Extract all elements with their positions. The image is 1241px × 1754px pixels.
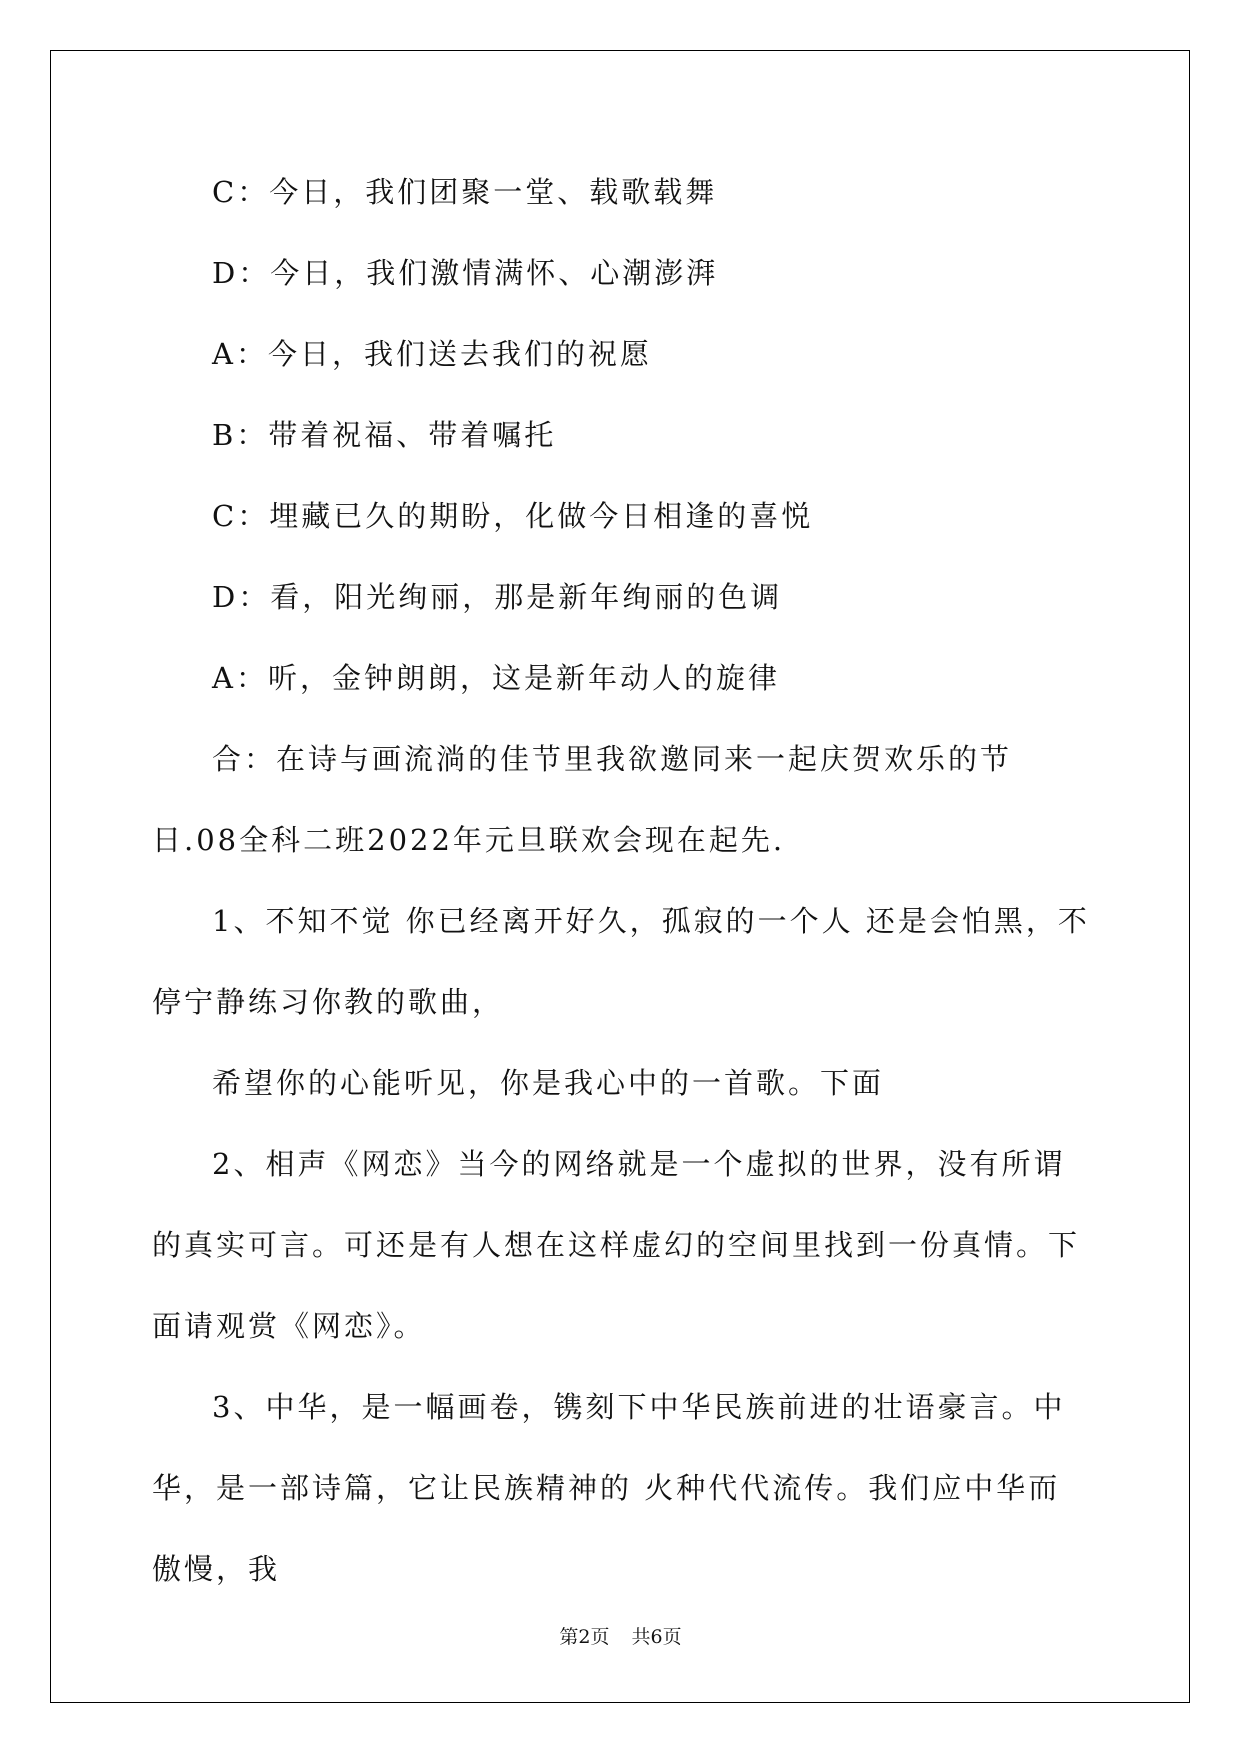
page-number: 第2页: [559, 1626, 610, 1648]
paragraph-12: 3、中华，是一幅画卷，镌刻下中华民族前进的壮语豪言。中华，是一部诗篇，它让民族精神的 火种代代流传。我们应中华而傲慢，我: [152, 1390, 1066, 1586]
paragraph-11: 2、相声《网恋》当今的网络就是一个虚拟的世界，没有所谓的真实可言。可还是有人想在这样虚幻的空间里找到一份真情。下面请观赏《网恋》。: [152, 1147, 1081, 1343]
paragraph-1: C：今日，我们团聚一堂、载歌载舞: [212, 175, 718, 209]
paragraph-4: B：带着祝福、带着嘱托: [212, 418, 557, 452]
paragraph-2: D：今日，我们激情满怀、心潮澎湃: [212, 256, 719, 290]
document-body: [152, 152, 1092, 1610]
paragraph-9: 1、不知不觉 你已经离开好久，孤寂的一个人 还是会怕黑，不停宁静练习你教的歌曲，: [152, 904, 1090, 1019]
paragraph-10: 希望你的心能听见，你是我心中的一首歌。下面: [212, 1066, 885, 1100]
paragraph-8: 合：在诗与画流淌的佳节里我欲邀同来一起庆贺欢乐的节日.08全科二班2022年元旦联欢会现在起先.: [152, 742, 1013, 857]
paragraph-7: A：听，金钟朗朗，这是新年动人的旋律: [212, 661, 780, 695]
paragraph-6: D：看，阳光绚丽，那是新年绚丽的色调: [212, 580, 783, 614]
page-footer: [0, 1622, 1241, 1649]
paragraph-3: A：今日，我们送去我们的祝愿: [212, 337, 652, 371]
page-total: 共6页: [631, 1626, 682, 1648]
paragraph-5: C：埋藏已久的期盼，化做今日相逢的喜悦: [212, 499, 814, 533]
